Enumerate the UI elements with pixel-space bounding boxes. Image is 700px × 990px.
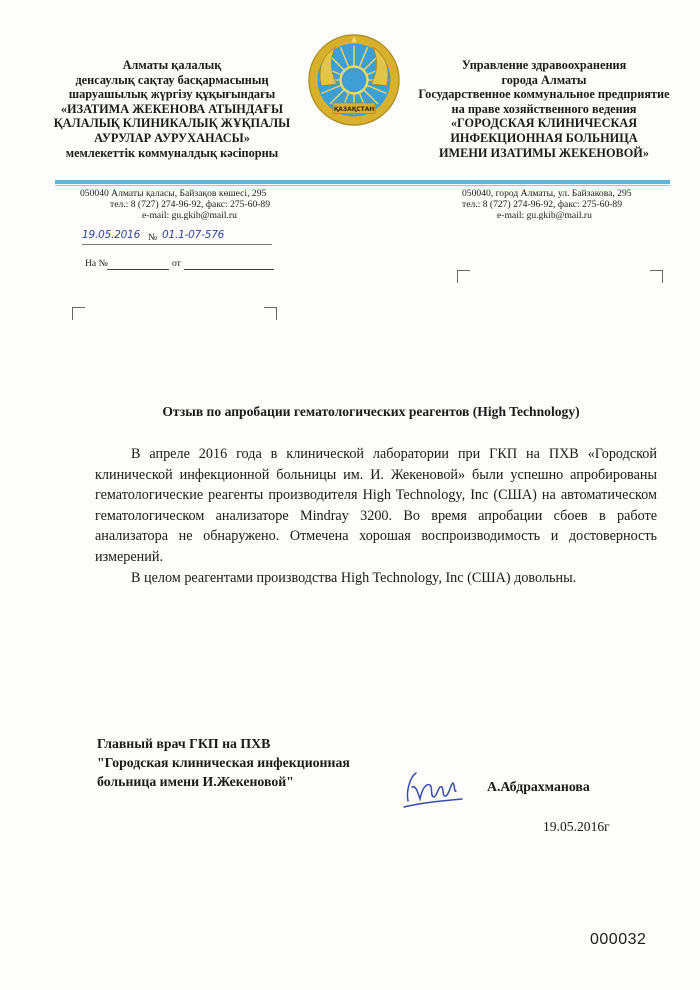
reference-date-blank <box>184 269 274 270</box>
header-left-line: денсаулық сақтау басқармасының <box>75 72 269 87</box>
corner-mark <box>264 307 277 320</box>
header-left-line: Алматы қалалық <box>122 58 222 72</box>
header-right-line: Управление здравоохранения <box>461 58 627 72</box>
registration-underline <box>82 244 272 245</box>
body-paragraph: В апреле 2016 года в клинической лаборатории при ГКП на ПХВ «Городской клинической инфекционной больницы им. И. Жекеновой» были успешно апробированы гематологические реагенты производителя High Technology, Inc (США) на автоматическом гематологическом анализаторе Mindray 3200. Во время апробации сбоев в работе анализатора не обнаружено. Отмечена хорошая воспроизводимость и достоверность измерений. <box>95 446 657 565</box>
address-line: 050040, город Алматы, ул. Байзакова, 295 <box>462 188 632 199</box>
reference-from-label: от <box>172 258 181 269</box>
header-right-line: ИМЕНИ ИЗАТИМЫ ЖЕКЕНОВОЙ» <box>438 145 650 160</box>
header-left-line: шаруашылық жүргізу құқығындағы <box>68 87 276 102</box>
corner-mark <box>72 307 85 320</box>
address-left <box>80 188 280 221</box>
header-left-block <box>52 58 292 160</box>
phone-line: тел.: 8 (727) 274-96-92, факс: 275-60-89 <box>462 199 623 210</box>
header-right-line: Государственное коммунальное предприятие <box>418 87 670 102</box>
corner-mark <box>457 270 470 283</box>
header-divider-thin <box>55 185 670 186</box>
phone-line: тел.: 8 (727) 274-96-92, факс: 275-60-89 <box>110 199 271 210</box>
reference-no-label: На № <box>85 258 108 269</box>
header-right-line: города Алматы <box>501 72 587 87</box>
header-left-line: мемлекеттік коммуналдық кәсіпорны <box>65 145 279 160</box>
page-number: 000032 <box>590 931 647 948</box>
address-right <box>462 188 682 221</box>
reference-line <box>85 258 275 272</box>
registration-no-label: № <box>148 232 158 243</box>
state-emblem <box>306 32 402 128</box>
body-paragraph: В целом реагентами производства High Technology, Inc (США) довольны. <box>131 569 577 586</box>
header-left-line: ҚАЛАЛЫҚ КЛИНИКАЛЫҚ ЖҰҚПАЛЫ <box>53 116 291 131</box>
reference-no-blank <box>107 269 169 270</box>
header-right-line: на праве хозяйственного ведения <box>451 101 637 116</box>
header-right-line: «ГОРОДСКАЯ КЛИНИЧЕСКАЯ <box>450 116 638 131</box>
header-right-block <box>408 58 680 160</box>
signature-date: 19.05.2016г <box>543 819 610 834</box>
address-line: 050040 Алматы қаласы, Байзақов көшесі, 295 <box>80 188 267 199</box>
document-title: Отзыв по апробации гематологических реагентов (High Technology) <box>162 404 580 419</box>
signature-block <box>97 734 350 791</box>
registration-line <box>82 229 272 245</box>
signatory-name: А.Абдрахманова <box>487 779 590 794</box>
registration-number: 01.1-07-576 <box>162 229 225 241</box>
header-right-line: ИНФЕКЦИОННАЯ БОЛЬНИЦА <box>450 130 638 145</box>
document-body <box>95 444 657 588</box>
emblem-label: ҚАЗАҚСТАН <box>333 106 375 114</box>
header-left-line: АУРУЛАР АУРУХАНАСЫ» <box>94 130 250 145</box>
header-divider <box>55 180 670 184</box>
signatory-title-line: Главный врач ГКП на ПХВ <box>97 736 271 751</box>
email-line: e-mail: gu.gkib@mail.ru <box>142 210 237 221</box>
header-left-line: «ИЗАТИМА ЖЕКЕНОВА АТЫНДАҒЫ <box>60 101 284 116</box>
registration-date: 19.05.2016 <box>82 229 141 241</box>
email-line: e-mail: gu.gkib@mail.ru <box>497 210 592 221</box>
signatory-title-line: "Городская клиническая инфекционная <box>97 755 350 770</box>
corner-mark <box>650 270 663 283</box>
handwritten-signature <box>400 763 468 815</box>
signatory-title-line: больница имени И.Жекеновой" <box>97 774 294 789</box>
